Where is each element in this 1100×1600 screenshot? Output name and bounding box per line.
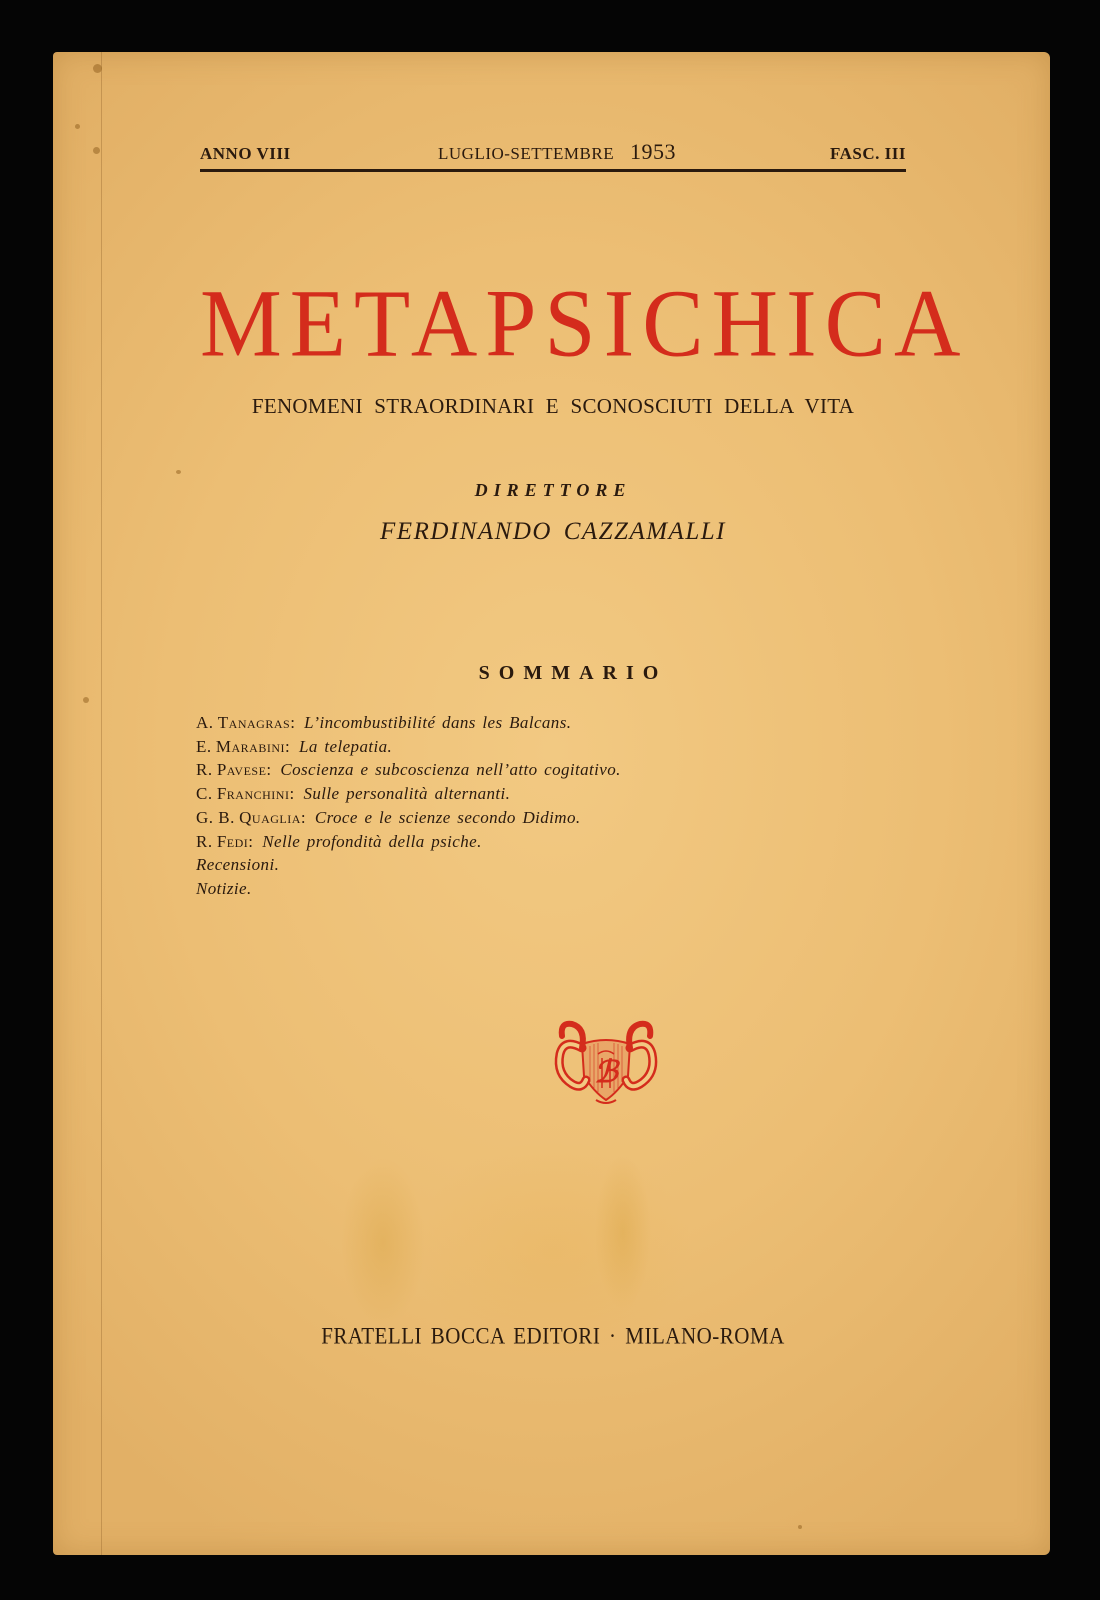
author-initials: R. bbox=[196, 831, 213, 851]
paper-stain bbox=[93, 64, 102, 73]
author-initials: E. bbox=[196, 736, 212, 756]
publisher-imprint: FRATELLI BOCCA EDITORI · MILANO-ROMA bbox=[321, 1323, 785, 1349]
toc-entry bbox=[196, 782, 896, 806]
paper-stain bbox=[176, 470, 181, 474]
author-initials: G. B. bbox=[196, 807, 235, 827]
separator: : bbox=[289, 784, 295, 804]
toc-entry bbox=[196, 830, 896, 854]
table-of-contents bbox=[196, 711, 896, 901]
period-label: LUGLIO-SETTEMBRE bbox=[438, 144, 615, 163]
separator: : bbox=[285, 736, 290, 756]
magazine-subtitle: FENOMENI STRAORDINARI E SCONOSCIUTI DELLA VITA bbox=[251, 394, 855, 418]
separator: : bbox=[300, 807, 306, 827]
toc-entry bbox=[196, 806, 896, 830]
author-surname: Marabini bbox=[215, 736, 286, 756]
article-title: L’incombustibilité dans les Balcans. bbox=[304, 713, 572, 732]
author-initials: C. bbox=[196, 784, 213, 804]
contents-heading: SOMMARIO bbox=[478, 662, 668, 684]
section-title: Recensioni. bbox=[196, 855, 280, 875]
article-title: Croce e le scienze secondo Didimo. bbox=[314, 807, 581, 827]
publisher-emblem-icon bbox=[542, 1014, 670, 1110]
article-title: Sulle personalità alternanti. bbox=[303, 784, 511, 804]
separator: : bbox=[290, 713, 295, 732]
article-title: Coscienza e subcoscienza nell’atto cogitativo. bbox=[280, 760, 621, 780]
issue-number: FASC. III bbox=[830, 144, 906, 163]
paper-stain bbox=[798, 1525, 802, 1529]
author-surname: Quaglia bbox=[239, 807, 301, 827]
toc-reviews bbox=[196, 853, 896, 877]
year-label: 1953 bbox=[630, 139, 676, 164]
article-title: La telepatia. bbox=[299, 736, 393, 756]
article-title: Nelle profondità della psiche. bbox=[262, 831, 482, 851]
author-surname: Pavese bbox=[216, 760, 267, 780]
director-label: DIRETTORE bbox=[474, 480, 632, 500]
header-divider bbox=[200, 169, 906, 172]
toc-news bbox=[196, 877, 896, 901]
author-initials: R. bbox=[196, 760, 213, 780]
paper-stain bbox=[83, 697, 89, 703]
spine-fold-line bbox=[101, 52, 102, 1555]
separator: : bbox=[248, 831, 254, 851]
magazine-cover bbox=[53, 52, 1050, 1555]
paper-stain bbox=[75, 124, 80, 129]
toc-entry bbox=[196, 711, 896, 735]
author-surname: Fedi bbox=[216, 831, 249, 851]
separator: : bbox=[266, 760, 272, 780]
director-name: FERDINANDO CAZZAMALLI bbox=[380, 518, 726, 545]
author-surname: Tanagras bbox=[217, 713, 291, 732]
paper-stain bbox=[93, 147, 100, 154]
section-title: Notizie. bbox=[196, 878, 252, 898]
svg-text:ℬ: ℬ bbox=[594, 1056, 618, 1089]
author-surname: Franchini bbox=[216, 784, 290, 804]
toc-entry bbox=[196, 758, 896, 782]
magazine-title: METAPSICHICA bbox=[200, 269, 969, 377]
issue-header bbox=[200, 140, 906, 170]
author-initials: A. bbox=[196, 713, 214, 732]
volume-label: ANNO VIII bbox=[200, 144, 291, 163]
toc-entry bbox=[196, 735, 896, 759]
